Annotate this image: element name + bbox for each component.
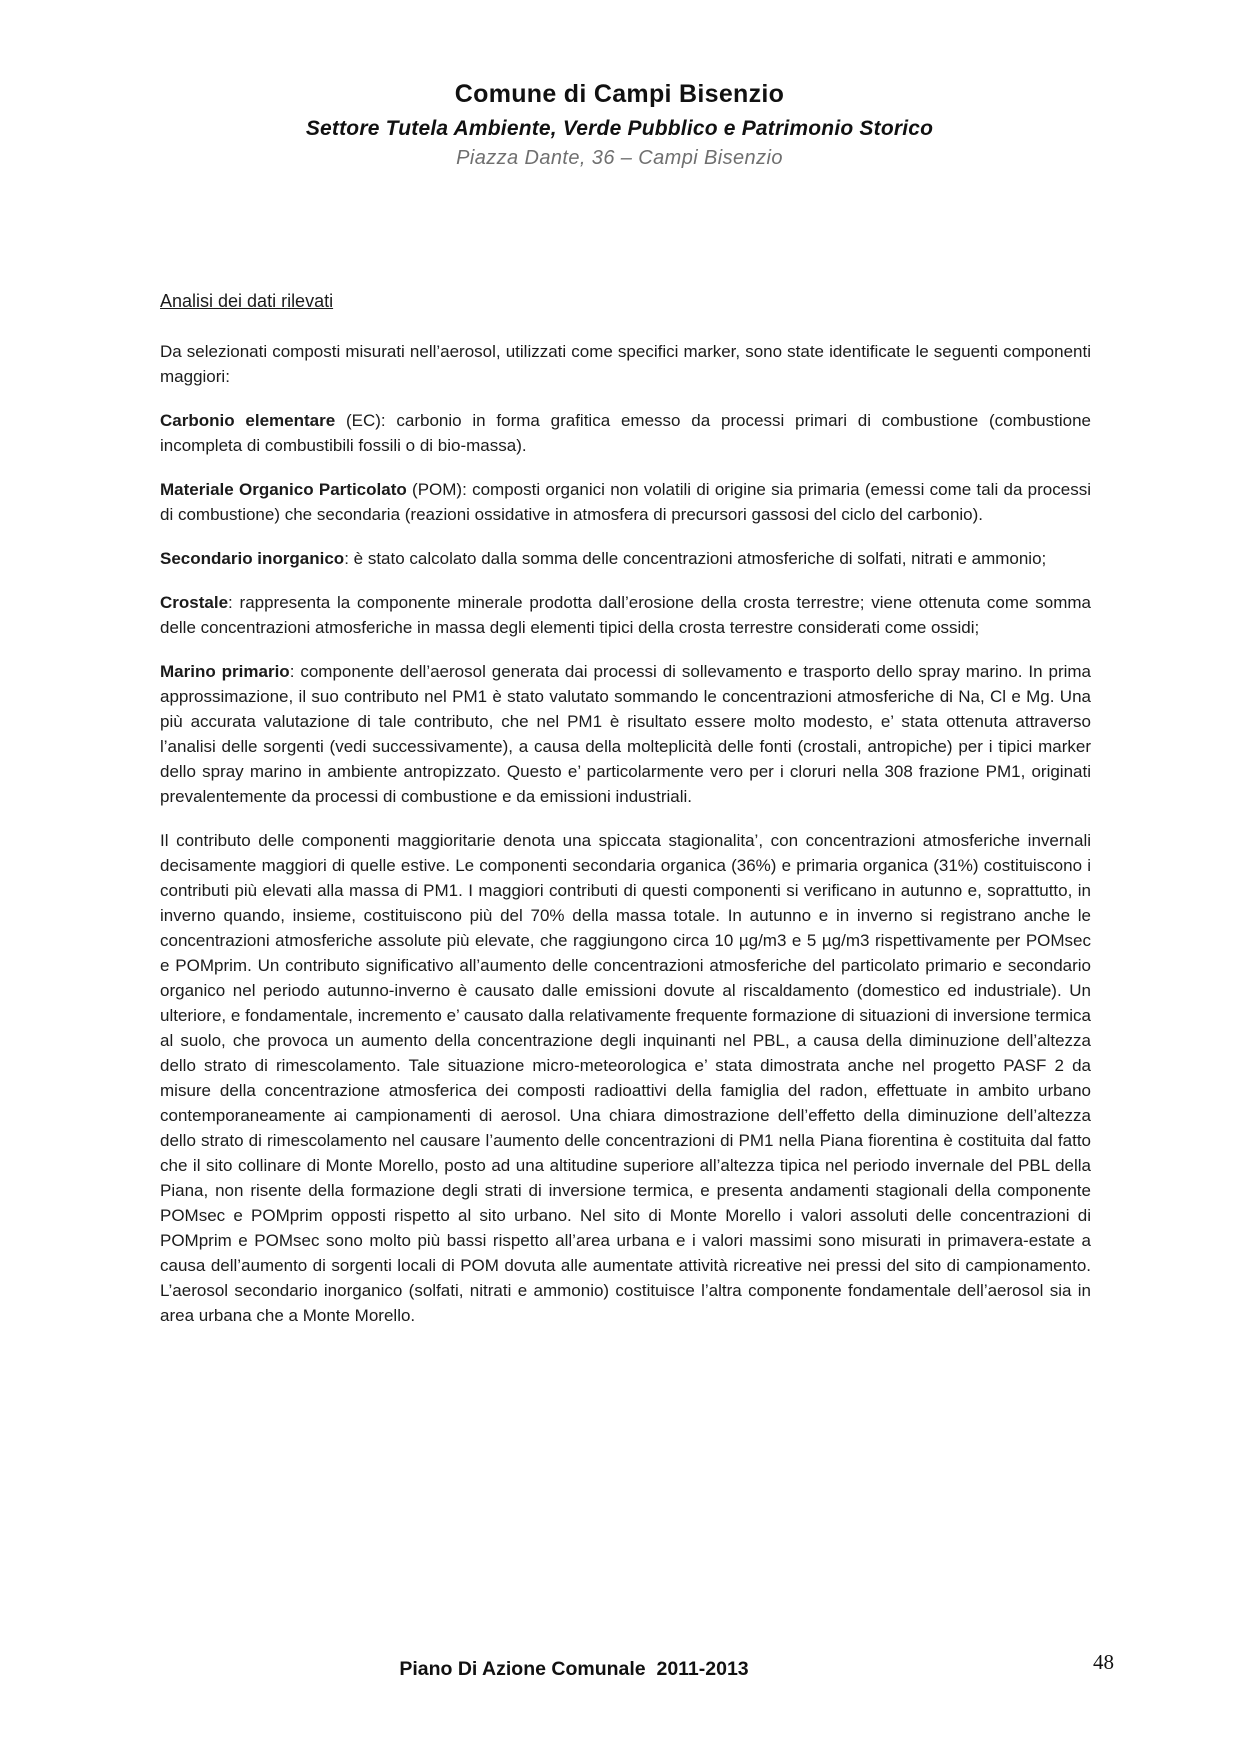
paragraph-text: Da selezionati composti misurati nell’aerosol, utilizzati come specifici marker, sono state identificate le seguenti componenti maggiori: xyxy=(160,342,1091,386)
paragraph-lead: Crostale xyxy=(160,593,229,612)
document-header xyxy=(0,80,1239,170)
paragraph-lead: Secondario inorganico xyxy=(160,549,345,568)
page-number: 48 xyxy=(1093,1650,1114,1674)
paragraph-lead: Carbonio elementare xyxy=(160,411,336,430)
address-line: Piazza Dante, 36 – Campi Bisenzio xyxy=(456,147,783,169)
organization-name: Comune di Campi Bisenzio xyxy=(454,80,785,108)
paragraph-text: Il contributo delle componenti maggioritarie denota una spiccata stagionalita’, con concentrazioni atmosferiche invernali decisamente maggiori di quelle estive. Le componenti secondaria organica (36%) e primaria organica (31%) costituiscono i contributi più elevati alla massa di PM1. I maggiori contributi di questi componenti si verificano in autunno e, soprattutto, in inverno quando, insieme, costituiscono più del 70% della massa totale. In autunno e in inverno si registrano anche le concentrazioni atmosferiche assolute più elevate, che raggiungono circa 10 µg/m3 e 5 µg/m3 rispettivamente per POMsec e POMprim. Un contributo significativo all’aumento delle concentrazioni atmosferiche del particolato primario e secondario organico nel periodo autunno-inverno è causato dalle emissioni dovute al riscaldamento (domestico ed industriale). Un ulteriore, e fondamentale, incremento e’ causato dalla relativamente frequente formazione di situazioni di inversione termica al suolo, che provoca un aumento della concentrazione degli inquinanti nel PBL, a causa della diminuzione dell’altezza dello strato di rimescolamento. Tale situazione micro-meteorologica e’ stata dimostrata anche nel progetto PASF 2 da misure della concentrazione atmosferica dei composti radioattivi della famiglia del radon, effettuate in ambito urbano contemporaneamente ai campionamenti di aerosol. Una chiara dimostrazione dell’effetto della diminuzione dell’altezza dello strato di rimescolamento nel causare l’aumento delle concentrazioni di PM1 nella Piana fiorentina è costituita dal fatto che il sito collinare di Monte Morello, posto ad una altitudine superiore all’altezza tipica nel periodo invernale del PBL della Piana, non risente della formazione degli strati di inversione termica, e presenta andamenti stagionali della componente POMsec e POMprim opposti rispetto al sito urbano. Nel sito di Monte Morello i valori assoluti delle concentrazioni di POMprim e POMsec sono molto più bassi rispetto all’area urbana e i valori massimi sono misurati in primavera-estate a causa dell’aumento di sorgenti locali di POM dovuta alle aumentate attività ricreative nei pressi del sito di campionamento. L’aerosol secondario inorganico (solfati, nitrati e ammonio) costituisce l’altra componente fondamentale dell’aerosol sia in area urbana che a Monte Morello. xyxy=(160,831,1091,1325)
paragraph-materiale-organico xyxy=(160,477,1091,527)
paragraph-lead: Materiale Organico Particolato xyxy=(160,480,407,499)
paragraph-text: : componente dell’aerosol generata dai processi di sollevamento e trasporto dello spray marino. In prima approssimazione, il suo contributo nel PM1 è stato valutato sommando le concentrazioni atmosferiche di Na, Cl e Mg. Una più accurata valutazione di tale contributo, che nel PM1 è risultato essere molto modesto, e’ stata ottenuta attraverso l’analisi delle sorgenti (vedi successivamente), a causa della molteplicità delle fonti (crostali, antropiche) per i tipici marker dello spray marino in ambiente antropizzato. Questo e’ particolarmente vero per i cloruri nella 308 frazione PM1, originati prevalentemente da processi di combustione e da emissioni industriali. xyxy=(160,662,1091,806)
paragraph-contributo-stagionale xyxy=(160,828,1091,1328)
paragraph-secondario-inorganico xyxy=(160,546,1091,571)
paragraph-intro xyxy=(160,339,1091,389)
paragraph-text: : rappresenta la componente minerale prodotta dall’erosione della crosta terrestre; viene ottenuta come somma delle concentrazioni atmosferiche in massa degli elementi tipici della crosta terrestre considerati come ossidi; xyxy=(160,593,1091,637)
paragraph-lead: Marino primario xyxy=(160,662,290,681)
paragraph-carbonio-elementare xyxy=(160,408,1091,458)
department-name: Settore Tutela Ambiente, Verde Pubblico e Patrimonio Storico xyxy=(305,117,934,140)
footer-title: Piano Di Azione Comunale 2011-2013 xyxy=(399,1658,749,1680)
document-body xyxy=(160,339,1091,1347)
paragraph-marino-primario xyxy=(160,659,1091,809)
paragraph-text: (POM): composti organici non volatili di origine sia primaria (emessi come tali da processi di combustione) che secondaria (reazioni ossidative in atmosfera di precursori gassosi del ciclo del carbonio). xyxy=(160,480,1091,524)
paragraph-text: (EC): carbonio in forma grafitica emesso da processi primari di combustione (combustione incompleta di combustibili fossili o di bio-massa). xyxy=(160,411,1091,455)
paragraph-text: : è stato calcolato dalla somma delle concentrazioni atmosferiche di solfati, nitrati e ammonio; xyxy=(344,549,1047,568)
paragraph-crostale xyxy=(160,590,1091,640)
section-heading: Analisi dei dati rilevati xyxy=(160,291,334,311)
